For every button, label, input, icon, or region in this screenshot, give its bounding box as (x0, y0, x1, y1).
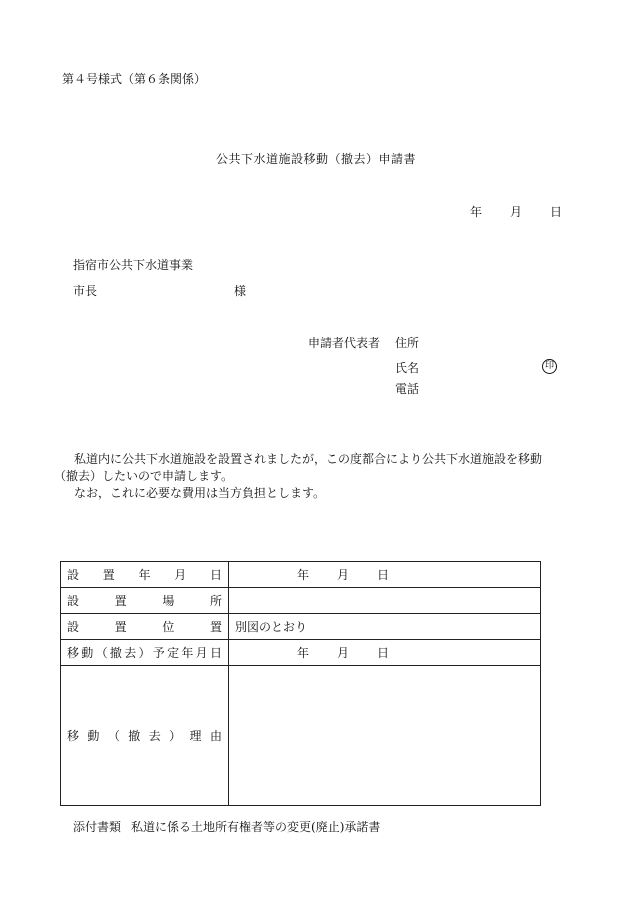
table-row (61, 666, 541, 806)
seal-icon: 印 (542, 359, 557, 374)
removal-month-label: 月 (337, 646, 350, 660)
statement-line-2: （撤去）したいので申請します。 (54, 469, 234, 483)
installation-day-label: 日 (377, 568, 390, 582)
addressee-title: 市長 (73, 284, 98, 298)
table-row (61, 640, 541, 666)
application-date (470, 205, 562, 219)
installation-date-field[interactable] (229, 562, 541, 588)
facility-info-table (60, 561, 541, 806)
statement-line-1: 私道内に公共下水道施設を設置されましたが，この度都合により公共下水道施設を移動 (74, 452, 543, 466)
planned-removal-date-field[interactable] (229, 640, 541, 666)
row-label-installation-location: 設置場所 (61, 588, 229, 614)
addressee-organization: 指宿市公共下水道事業 (73, 258, 194, 272)
row-label-installation-date: 設置年月日 (61, 562, 229, 588)
attachments-line (73, 820, 380, 834)
application-statement (54, 451, 582, 502)
table-row (61, 588, 541, 614)
date-year-label: 年 (470, 205, 483, 219)
attachments-item: 私道に係る土地所有権者等の変更(廃止)承諾書 (131, 820, 381, 834)
document-title: 公共下水道施設移動（撤去）申請書 (216, 152, 417, 166)
address-label: 住所 (395, 336, 420, 350)
table-row (61, 614, 541, 640)
statement-paragraph-2 (62, 485, 582, 502)
row-label-removal-reason: 移動（撤去）理由 (61, 666, 229, 806)
addressee-honorific: 様 (234, 284, 247, 298)
name-label: 氏名 (395, 361, 420, 375)
phone-label: 電話 (395, 382, 420, 396)
statement-paragraph-1-continued (54, 468, 582, 485)
form-number: 第４号様式（第６条関係） (62, 72, 207, 86)
date-day-label: 日 (550, 205, 563, 219)
statement-paragraph-1 (62, 451, 582, 468)
installation-position-field[interactable]: 別図のとおり (229, 614, 541, 640)
removal-year-label: 年 (297, 646, 310, 660)
row-label-planned-removal-date: 移動（撤去）予定年月日 (61, 640, 229, 666)
applicant-label: 申請者代表者 (308, 336, 381, 350)
installation-year-label: 年 (297, 568, 310, 582)
row-label-installation-position: 設置位置 (61, 614, 229, 640)
installation-month-label: 月 (337, 568, 350, 582)
removal-day-label: 日 (377, 646, 390, 660)
date-month-label: 月 (510, 205, 523, 219)
attachments-label: 添付書類 (73, 820, 122, 834)
table-row (61, 562, 541, 588)
statement-line-3: なお，これに必要な費用は当方負担とします。 (74, 486, 326, 500)
installation-location-field[interactable] (229, 588, 541, 614)
removal-reason-field[interactable] (229, 666, 541, 806)
